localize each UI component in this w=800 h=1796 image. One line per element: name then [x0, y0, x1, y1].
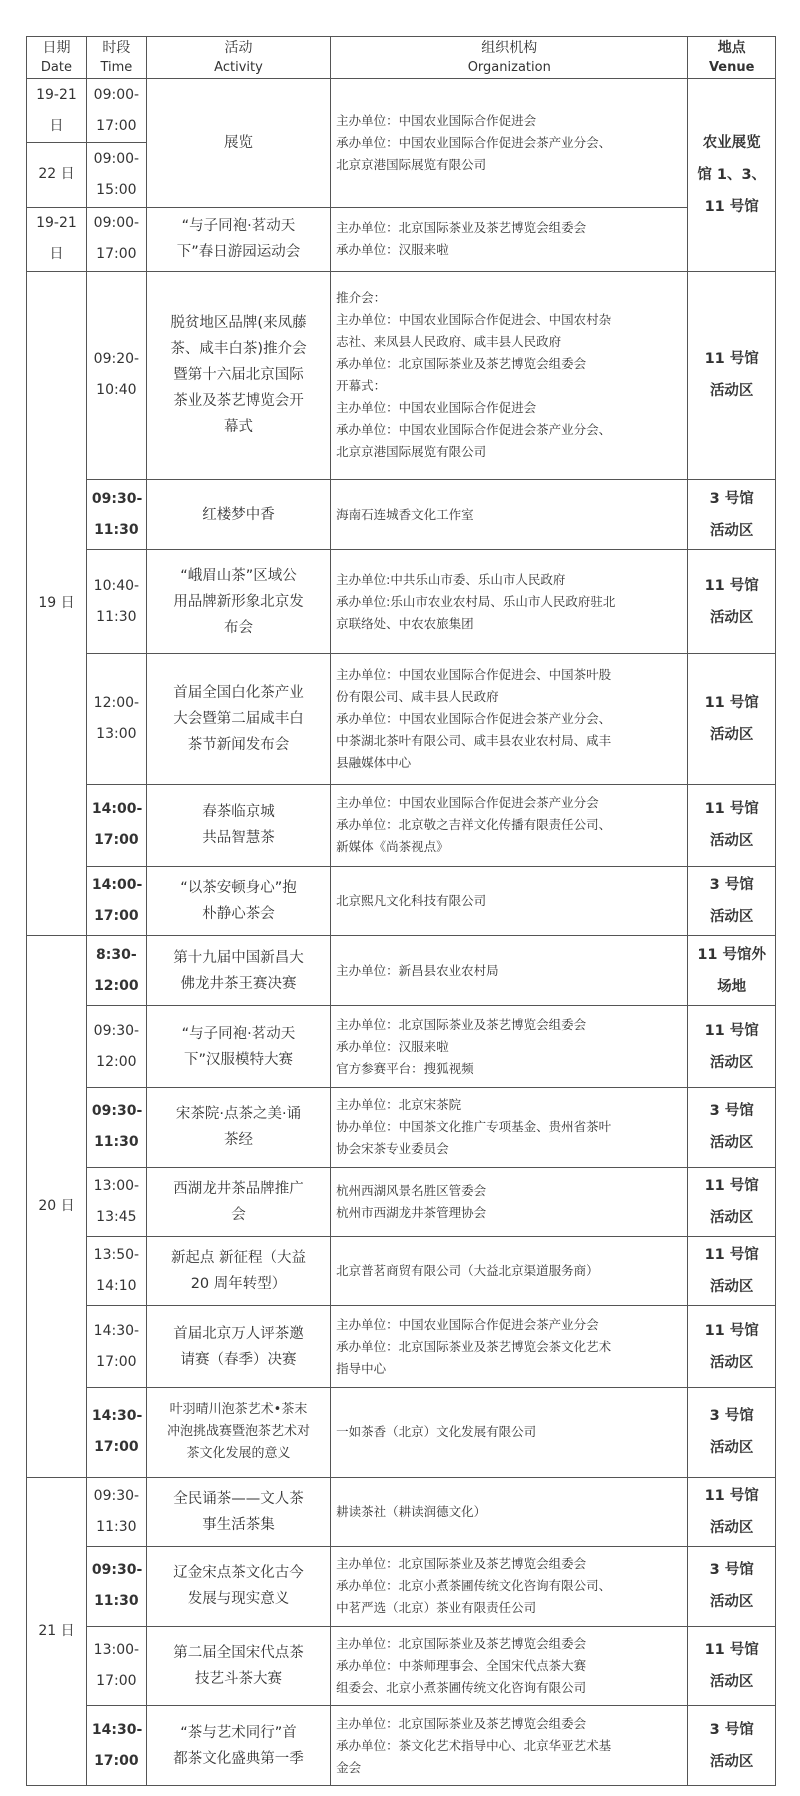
- activity-cell: 第二届全国宋代点茶 技艺斗茶大赛: [146, 1626, 330, 1706]
- time-cell: 09:00- 17:00: [86, 79, 146, 143]
- activity-cell: 宋茶院·点茶之美·诵 茶经: [146, 1088, 330, 1168]
- activity-cell: 辽金宋点茶文化古今 发展与现实意义: [146, 1547, 330, 1627]
- table-row: [27, 1236, 776, 1305]
- organization-cell: 主办单位：中国农业国际合作促进会 承办单位：中国农业国际合作促进会茶产业分会、 北京京港国际展览有限公司: [331, 79, 688, 208]
- activity-cell: “以茶安顿身心”抱 朴静心茶会: [146, 866, 330, 935]
- table-row: [27, 79, 776, 143]
- header-venue: 地点 Venue: [688, 37, 776, 79]
- header-date: 日期 Date: [27, 37, 87, 79]
- organization-cell: 主办单位：中国农业国际合作促进会、中国茶叶股 份有限公司、咸丰县人民政府 承办单位：中国农业国际合作促进会茶产业分会、 中茶湖北茶叶有限公司、咸丰县农业农村局、咸丰 县融媒体中心: [331, 654, 688, 785]
- time-cell: 09:00- 17:00: [86, 207, 146, 271]
- activity-cell: “峨眉山茶”区域公 用品牌新形象北京发 布会: [146, 550, 330, 654]
- time-cell: 10:40- 11:30: [86, 550, 146, 654]
- organization-cell: 杭州西湖风景名胜区管委会 杭州市西湖龙井茶管理协会: [331, 1167, 688, 1236]
- time-cell: 09:30- 11:30: [86, 1477, 146, 1546]
- time-cell: 8:30- 12:00: [86, 935, 146, 1005]
- organization-cell: 主办单位：北京国际茶业及茶艺博览会组委会 承办单位：汉服来啦 官方参赛平台：搜狐视频: [331, 1006, 688, 1088]
- organization-cell: 北京熙凡文化科技有限公司: [331, 866, 688, 935]
- time-cell: 09:00- 15:00: [86, 143, 146, 207]
- venue-cell: 3 号馆 活动区: [688, 479, 776, 549]
- time-cell: 13:50- 14:10: [86, 1236, 146, 1305]
- organization-cell: 主办单位：北京宋茶院 协办单位：中国茶文化推广专项基金、贵州省茶叶 协会宋茶专业委员会: [331, 1088, 688, 1168]
- venue-cell: 11 号馆 活动区: [688, 271, 776, 479]
- activity-cell: “与子同袍·茗动天 下”汉服模特大赛: [146, 1006, 330, 1088]
- table-row: [27, 1167, 776, 1236]
- activity-cell: 西湖龙井茶品牌推广 会: [146, 1167, 330, 1236]
- venue-cell: 11 号馆 活动区: [688, 1236, 776, 1305]
- table-row: [27, 1387, 776, 1477]
- table-row: [27, 271, 776, 479]
- time-cell: 09:30- 11:30: [86, 1547, 146, 1627]
- activity-cell: 全民诵茶——文人茶 事生活茶集: [146, 1477, 330, 1546]
- venue-cell: 11 号馆 活动区: [688, 784, 776, 866]
- time-cell: 14:30- 17:00: [86, 1387, 146, 1477]
- organization-cell: 一如茶香（北京）文化发展有限公司: [331, 1387, 688, 1477]
- date-cell: 21 日: [27, 1477, 87, 1785]
- venue-cell: 3 号馆 活动区: [688, 1088, 776, 1168]
- schedule-table: [26, 36, 776, 1786]
- table-row: [27, 1626, 776, 1706]
- table-row: [27, 1547, 776, 1627]
- date-cell: 19-21 日: [27, 207, 87, 271]
- table-row: [27, 1088, 776, 1168]
- organization-cell: 主办单位：中国农业国际合作促进会茶产业分会 承办单位：北京敬之吉祥文化传播有限责任公司、 新媒体《尚茶视点》: [331, 784, 688, 866]
- table-row: [27, 1306, 776, 1388]
- date-cell: 20 日: [27, 935, 87, 1477]
- table-row: [27, 479, 776, 549]
- activity-cell: 春茶临京城 共品智慧茶: [146, 784, 330, 866]
- time-cell: 14:30- 17:00: [86, 1706, 146, 1786]
- table-row: [27, 550, 776, 654]
- venue-cell: 11 号馆 活动区: [688, 550, 776, 654]
- time-cell: 13:00- 13:45: [86, 1167, 146, 1236]
- venue-cell: 11 号馆 活动区: [688, 1306, 776, 1388]
- activity-cell: 红楼梦中香: [146, 479, 330, 549]
- table-row: [27, 866, 776, 935]
- date-cell: 22 日: [27, 143, 87, 207]
- organization-cell: 主办单位：中国农业国际合作促进会茶产业分会 承办单位：北京国际茶业及茶艺博览会茶文化艺术 指导中心: [331, 1306, 688, 1388]
- venue-cell: 11 号馆 活动区: [688, 1626, 776, 1706]
- header-time: 时段 Time: [86, 37, 146, 79]
- organization-cell: 主办单位：北京国际茶业及茶艺博览会组委会 承办单位：北京小煮茶圃传统文化咨询有限公司、 中茗严选（北京）茶业有限责任公司: [331, 1547, 688, 1627]
- table-row: [27, 784, 776, 866]
- organization-cell: 主办单位：北京国际茶业及茶艺博览会组委会 承办单位：汉服来啦: [331, 207, 688, 271]
- time-cell: 09:30- 11:30: [86, 479, 146, 549]
- venue-cell: 11 号馆 活动区: [688, 1167, 776, 1236]
- organization-cell: 主办单位：北京国际茶业及茶艺博览会组委会 承办单位：茶文化艺术指导中心、北京华亚艺术基 金会: [331, 1706, 688, 1786]
- activity-cell: 首届全国白化茶产业 大会暨第二届咸丰白 茶节新闻发布会: [146, 654, 330, 785]
- organization-cell: 北京普茗商贸有限公司（大益北京渠道服务商）: [331, 1236, 688, 1305]
- organization-cell: 主办单位：新昌县农业农村局: [331, 935, 688, 1005]
- activity-cell: 第十九届中国新昌大 佛龙井茶王赛决赛: [146, 935, 330, 1005]
- table-row: [27, 654, 776, 785]
- activity-cell: “茶与艺术同行”首 都茶文化盛典第一季: [146, 1706, 330, 1786]
- venue-cell: 11 号馆 活动区: [688, 1477, 776, 1546]
- activity-cell: 叶羽晴川泡茶艺术•茶末 冲泡挑战赛暨泡茶艺术对 茶文化发展的意义: [146, 1387, 330, 1477]
- table-row: [27, 1006, 776, 1088]
- venue-cell: 3 号馆 活动区: [688, 1547, 776, 1627]
- organization-cell: 海南石连城香文化工作室: [331, 479, 688, 549]
- time-cell: 09:30- 11:30: [86, 1088, 146, 1168]
- time-cell: 09:30- 12:00: [86, 1006, 146, 1088]
- organization-cell: 主办单位:中共乐山市委、乐山市人民政府 承办单位:乐山市农业农村局、乐山市人民政府驻北 京联络处、中农农旅集团: [331, 550, 688, 654]
- header-organization: 组织机构 Organization: [331, 37, 688, 79]
- time-cell: 14:30- 17:00: [86, 1306, 146, 1388]
- activity-cell: 新起点 新征程（大益 20 周年转型）: [146, 1236, 330, 1305]
- activity-cell: 首届北京万人评茶邀 请赛（春季）决赛: [146, 1306, 330, 1388]
- activity-cell: “与子同袍·茗动天 下”春日游园运动会: [146, 207, 330, 271]
- table-row: [27, 207, 776, 271]
- table-row: [27, 1706, 776, 1786]
- header-row: [27, 37, 776, 79]
- activity-cell: 脱贫地区品牌(来凤藤 茶、咸丰白茶)推介会 暨第十六届北京国际 茶业及茶艺博览会开 幕式: [146, 271, 330, 479]
- time-cell: 13:00- 17:00: [86, 1626, 146, 1706]
- time-cell: 12:00- 13:00: [86, 654, 146, 785]
- venue-cell: 3 号馆 活动区: [688, 866, 776, 935]
- organization-cell: 推介会： 主办单位：中国农业国际合作促进会、中国农村杂 志社、来凤县人民政府、咸丰县人民政府 承办单位：北京国际茶业及茶艺博览会组委会 开幕式： 主办单位：中国农业国际合作促进会 承办单位：中国农业国际合作促进会茶产业分会、 北京京港国际展览有限公司: [331, 271, 688, 479]
- header-activity: 活动 Activity: [146, 37, 330, 79]
- venue-cell: 11 号馆 活动区: [688, 1006, 776, 1088]
- venue-cell: 农业展览 馆 1、3、 11 号馆: [688, 79, 776, 272]
- table-row: [27, 1477, 776, 1546]
- venue-cell: 11 号馆 活动区: [688, 654, 776, 785]
- activity-cell: 展览: [146, 79, 330, 208]
- venue-cell: 3 号馆 活动区: [688, 1706, 776, 1786]
- venue-cell: 3 号馆 活动区: [688, 1387, 776, 1477]
- venue-cell: 11 号馆外 场地: [688, 935, 776, 1005]
- date-cell: 19 日: [27, 271, 87, 935]
- time-cell: 09:20- 10:40: [86, 271, 146, 479]
- time-cell: 14:00- 17:00: [86, 866, 146, 935]
- table-row: [27, 935, 776, 1005]
- organization-cell: 耕读茶社（耕读润德文化）: [331, 1477, 688, 1546]
- organization-cell: 主办单位：北京国际茶业及茶艺博览会组委会 承办单位：中茶师理事会、全国宋代点茶大赛 组委会、北京小煮茶圃传统文化咨询有限公司: [331, 1626, 688, 1706]
- date-cell: 19-21 日: [27, 79, 87, 143]
- time-cell: 14:00- 17:00: [86, 784, 146, 866]
